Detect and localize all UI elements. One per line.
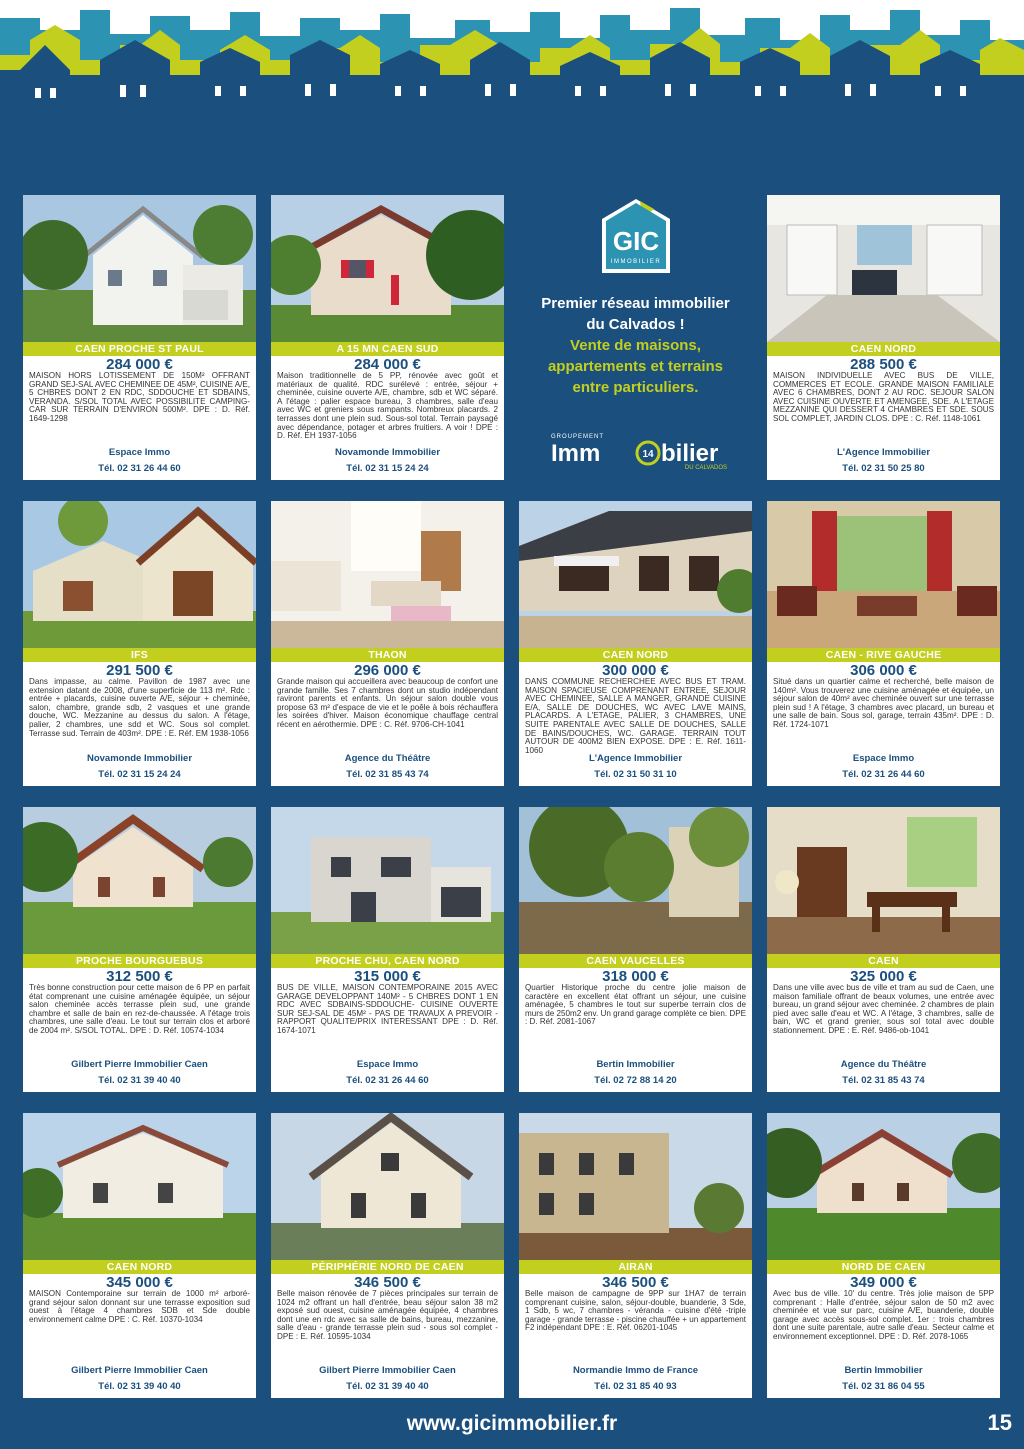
gic-logo [598,195,674,277]
gic-logo-icon [598,195,674,277]
listing-card[interactable] [23,807,256,1092]
listing-phone: Tél. 02 31 50 25 80 [842,463,925,474]
listing-card[interactable] [767,1113,1000,1398]
listing-card[interactable] [767,807,1000,1092]
listing-agency: Agence du Théâtre [344,753,431,764]
listing-agency: Bertin Immobilier [844,1365,923,1376]
house-lawn-photo [23,1113,256,1260]
listing-description: Belle maison de campagne de 9PP sur 1HA7 de terrain comprenant cuisine, salon, séjour-double, buanderie, 3 Sde, 1 Sdb, 5 wc, 7 chambres - véranda - cuisine d'été -triple garage - grande terrasse - piscine chauffée + un appartement F2 indépendant DPE : E. Réf. 06201-1045 [525,1290,746,1333]
listing-card[interactable] [23,1113,256,1398]
listing-price: 288 500 € [850,356,917,373]
listing-price: 284 000 € [354,356,421,373]
listing-description: DANS COMMUNE RECHERCHEE AVEC BUS ET TRAM. MAISON SPACIEUSE COMPRENANT ENTREE, SEJOUR AVEC CHEMINEE, SALLE A MANGER, GRANDE CUISINE E/A, SALLE DE DOUCHES, WC AVEC LAVE MAINS, PLACARDS. A L'ETAGE, PALIER, 3 CHAMBRES, UNE SUITE PARENTALE AVEC SALLE DE DOUCHES, SALLE DE BAINS/DOUCHES, WC. GARAGE. TERRAIN TOUT AUTOUR DE 400M2 BIEN EXPOSE. DPE : E. Réf. 1611-1060 [525,678,746,755]
house-normand-photo [23,807,256,954]
listing-card[interactable] [767,195,1000,480]
promo-line-5: entre particuliers. [572,379,699,396]
listing-card[interactable] [767,501,1000,786]
property-photo [271,1113,504,1260]
property-photo [271,807,504,954]
listing-price: 346 500 € [602,1274,669,1291]
listing-description: Maison traditionnelle de 5 PP, rénovée avec goût et matériaux de qualité. RDC surélevé : entrée, séjour + cheminée, cuisine ouverte A/E, chambre, sdb et WC séparé. A l'étage : palier espace bureau, 3 chambres, salle d'eau avec WC et greniers sous rampants. Nombreux placards. 2 terrasses dont une plein sud. Sous-sol total. Terrain paysagé avec dépendance, potager et arbres fruitiers. A voir ! DPE : D. Réf. EH 1937-1056 [277,372,498,441]
listing-description: Très bonne construction pour cette maison de 6 PP en parfait état comprenant une cuisine aménagée équipée, un séjour salon cheminée accès terrasse plein sud, une grande chambre et salle de bain en rez-de-chaussée. A l'étage trois chambres, une salle d'eau. Le tout sur terrain clos et arboré de 2004 m². S/SOL TOTAL. DPE : D. Réf. 10574-1034 [29,984,250,1035]
listing-price: 325 000 € [850,968,917,985]
listing-phone: Tél. 02 31 50 31 10 [594,769,677,780]
house-park-photo [767,1113,1000,1260]
listing-agency: Espace Immo [108,447,171,458]
listing-description: Dans impasse, au calme. Pavillon de 1987 avec une extension datant de 2008, d'une superficie de 113 m². Rdc : entrée + placards, cuisine ouverte A/E, séjour + cheminée, salon, chambre, grande sdb, 2 vasques et une grande douche, WC. Mezzanine au dessus du salon. A l'étage, palier, 2 chambres, une sdd et WC. Sous sol complet. Terrasse sud. Terrain de 403m². DPE : E. Réf. EM 1938-1056 [29,678,250,738]
logo-sub: IMMOBILIER [610,259,661,265]
grp-badge: 14 [642,449,654,460]
property-photo [767,807,1000,954]
listing-description: MAISON HORS LOTISSEMENT DE 150M² OFFRANT GRAND SEJ-SAL AVEC CHEMINEE DE 45M², CUISINE A/E, 5 CHBRES DONT 2 EN RDC, SDDOUCHE ET SDBAINS, VERANDA. S/SOL TOTAL AVEC POSSIBILITE CAMPING-CAR SUR TERRAIN D'ENVIRON 500M². DPE : D. Réf. 1649-1298 [29,372,250,423]
dining-room-photo [767,807,1000,954]
listing-card[interactable] [271,1113,504,1398]
listing-location: CAEN NORD [23,1260,256,1274]
listing-card[interactable] [519,1113,752,1398]
grp-b: bilier [661,440,719,467]
listing-location: PÉRIPHÉRIE NORD DE CAEN [271,1260,504,1274]
listing-card[interactable] [23,195,256,480]
listing-price: 349 000 € [850,1274,917,1291]
listing-card[interactable] [519,807,752,1092]
property-photo [271,501,504,648]
promo-line-1: Premier réseau immobilier [541,295,730,312]
listing-location: CAEN PROCHE ST PAUL [23,342,256,356]
house-red-shutters-photo [271,195,504,342]
listing-card[interactable] [271,807,504,1092]
listing-phone: Tél. 02 31 26 44 60 [98,463,181,474]
house-garden-photo [23,501,256,648]
listing-agency: Espace Immo [852,753,915,764]
house-modern-photo [271,807,504,954]
promo-line-3: Vente de maisons, [570,337,701,354]
groupement-immobilier-logo [549,431,729,471]
listing-location: CAEN NORD [519,648,752,662]
property-photo [767,1113,1000,1260]
listing-location: PROCHE CHU, CAEN NORD [271,954,504,968]
property-photo [23,195,256,342]
listing-phone: Tél. 02 31 15 24 24 [98,769,181,780]
listing-location: THAON [271,648,504,662]
listing-location: CAEN - RIVE GAUCHE [767,648,1000,662]
listing-description: Dans une ville avec bus de ville et tram au sud de Caen, une maison familiale offrant de beaux volumes, une entrée avec bureau, un grand séjour avec cheminée. 2 chambres de plain pied avec salle d'eau et WC. A l'étage, 3 chambres, salle de bain, WC et grand grenier, sous sol total avec double stationnement. DPE : E. Réf. 9486-ob-1041 [773,984,994,1035]
property-photo [767,195,1000,342]
house-white-photo [23,195,256,342]
gic-promo-block [519,195,752,480]
listing-agency: Espace Immo [356,1059,419,1070]
property-photo [519,807,752,954]
listing-description: BUS DE VILLE, MAISON CONTEMPORAINE 2015 AVEC GARAGE DEVELOPPANT 140M² - 5 CHBRES DONT 1 EN RDC AVEC SDBAINS-SDDOUCHE- CUISINE OUVERTE SUR SEJ-SAL DE 45M² - PAS DE TRAVAUX A PREVOIR - RAPPORT QUALITE/PRIX INTERESSANT DPE : D. Réf. 1674-1071 [277,984,498,1035]
listing-phone: Tél. 02 31 26 44 60 [842,769,925,780]
kitchen-photo [767,195,1000,342]
promo-line-2: du Calvados ! [586,316,685,333]
website-url[interactable]: www.gicimmobilier.fr [406,1412,618,1435]
garden-trees-photo [519,807,752,954]
listing-phone: Tél. 02 31 39 40 40 [98,1381,181,1392]
page-number: 15 [987,1410,1012,1435]
property-photo [23,501,256,648]
listing-description: Quartier Historique proche du centre jolie maison de caractère en excellent état offrant un séjour, une cuisine aménagée, 5 chambres le tout sur superbe terrain clos de murs de 250m2 env. Un grand garage complète ce bien. DPE : D. Réf. 2081-1067 [525,984,746,1027]
listing-agency: Gilbert Pierre Immobilier Caen [71,1365,208,1376]
listing-agency: Bertin Immobilier [596,1059,675,1070]
listing-card[interactable] [519,501,752,786]
listing-description: Situé dans un quartier calme et recherché, belle maison de 140m². Vous trouverez une cuisine aménagée et équipée, un séjour salon de 40m² avec cheminée ouvert sur une terrasse plein sud ! A l'étage, 3 chambres avec placard, un bureau et une salle de bain. Sous sol, garage, terrain 435m². DPE : D. Réf. 1724-1071 [773,678,994,729]
listing-description: Belle maison rénovée de 7 pièces principales sur terrain de 1024 m2 offrant un hall d'entrée, beau séjour salon 38 m2 exposé sud ouest, cuisine aménagée équipée, 4 chambres dont une en rdc avec sa salle de bains, bureau, mezzanine, salle d'eau - grande terrasse plein sud - sous sol complet - DPE : E. Réf. 10595-1034 [277,1290,498,1341]
listing-description: MAISON INDIVIDUELLE AVEC BUS DE VILLE, COMMERCES ET ECOLE. GRANDE MAISON FAMILIALE AVEC 6 CHAMBRES, DONT 2 AU RDC. SEJOUR SALON AVEC CUISINE OUVERTE ET AMENGEE, SDE. A L'ETAGE MEZZANINE QUI DESSERT 4 CHAMBRES ET SDE. SOUS SOL COMPLET, JARDIN CLOS. DPE : C. Réf. 1148-1061 [773,372,994,423]
listing-agency: Agence du Théâtre [840,1059,927,1070]
listing-card[interactable] [23,501,256,786]
listing-phone: Tél. 02 31 85 43 74 [842,1075,925,1086]
listing-agency: Novamonde Immobilier [86,753,193,764]
listing-price: 312 500 € [106,968,173,985]
listing-price: 345 000 € [106,1274,173,1291]
house-terrace-photo [519,501,752,648]
listing-location: CAEN NORD [767,342,1000,356]
town-skyline-illustration [0,0,1024,140]
listing-location: IFS [23,648,256,662]
living-room-curtains-photo [767,501,1000,648]
grp-a: Imm [551,440,601,467]
grp-sub: DU CALVADOS [684,465,727,471]
house-gable-photo [271,1113,504,1260]
listing-description: Grande maison qui accueillera avec beaucoup de confort une grande famille. Ses 7 chambres dont un studio indépendant raviront parents et enfants. Un séjour salon double vous propose 63 m² d'espace de vie et le poêle à bois réchauffera les soirées d'hiver. Maison économique chauffage central récent en aérothermie. DPE : C. Réf. 9706-CH-1041 [277,678,498,729]
listing-location: CAEN [767,954,1000,968]
listing-card[interactable] [271,195,504,480]
property-photo [23,807,256,954]
listing-phone: Tél. 02 72 88 14 20 [594,1075,677,1086]
listing-price: 296 000 € [354,662,421,679]
listing-location: A 15 MN CAEN SUD [271,342,504,356]
property-photo [519,1113,752,1260]
listing-phone: Tél. 02 31 85 40 93 [594,1381,677,1392]
property-photo [23,1113,256,1260]
listing-location: AIRAN [519,1260,752,1274]
grp-label: GROUPEMENT [551,434,605,440]
listing-price: 318 000 € [602,968,669,985]
listing-price: 306 000 € [850,662,917,679]
listing-price: 291 500 € [106,662,173,679]
listing-phone: Tél. 02 31 85 43 74 [346,769,429,780]
listing-phone: Tél. 02 31 26 44 60 [346,1075,429,1086]
living-room-white-photo [271,501,504,648]
listing-agency: Gilbert Pierre Immobilier Caen [71,1059,208,1070]
promo-line-4: appartements et terrains [547,358,724,375]
listing-phone: Tél. 02 31 15 24 24 [346,463,429,474]
listing-price: 284 000 € [106,356,173,373]
property-photo [519,501,752,648]
listing-agency: Gilbert Pierre Immobilier Caen [319,1365,456,1376]
listing-description: Avec bus de ville. 10' du centre. Très jolie maison de 5PP comprenant : Halle d'entrée, séjour salon de 50 m2 avec cheminée et vue sur parc, cuisine A/E, buanderie, double garage avec accès sous-sol complet. 1er : trois chambres dont une suite parentale, autre salle d'eau. Secteur calme et environnement exceptionnel. DPE : D. Réf. 2078-1065 [773,1290,994,1341]
stone-house-photo [519,1113,752,1260]
listing-agency: L'Agence Immobilier [588,753,683,764]
listing-card[interactable] [271,501,504,786]
listing-location: NORD DE CAEN [767,1260,1000,1274]
listing-phone: Tél. 02 31 39 40 40 [346,1381,429,1392]
listing-agency: Normandie Immo de France [572,1365,699,1376]
listing-price: 315 000 € [354,968,421,985]
listings-grid [23,195,1003,1398]
listing-description: MAISON Contemporaine sur terrain de 1000 m² arboré- grand séjour salon donnant sur une terrasse exposition sud ouest à l'étage 4 chambres SDB et Sde double environnement calme DPE : C. Réf. 10370-1034 [29,1290,250,1324]
property-photo [271,195,504,342]
listing-phone: Tél. 02 31 86 04 55 [842,1381,925,1392]
listing-location: CAEN VAUCELLES [519,954,752,968]
property-photo [767,501,1000,648]
listing-phone: Tél. 02 31 39 40 40 [98,1075,181,1086]
listing-location: PROCHE BOURGUEBUS [23,954,256,968]
listing-agency: L'Agence Immobilier [836,447,931,458]
listing-price: 300 000 € [602,662,669,679]
logo-text: GIC [612,226,659,256]
listing-agency: Novamonde Immobilier [334,447,441,458]
listing-price: 346 500 € [354,1274,421,1291]
